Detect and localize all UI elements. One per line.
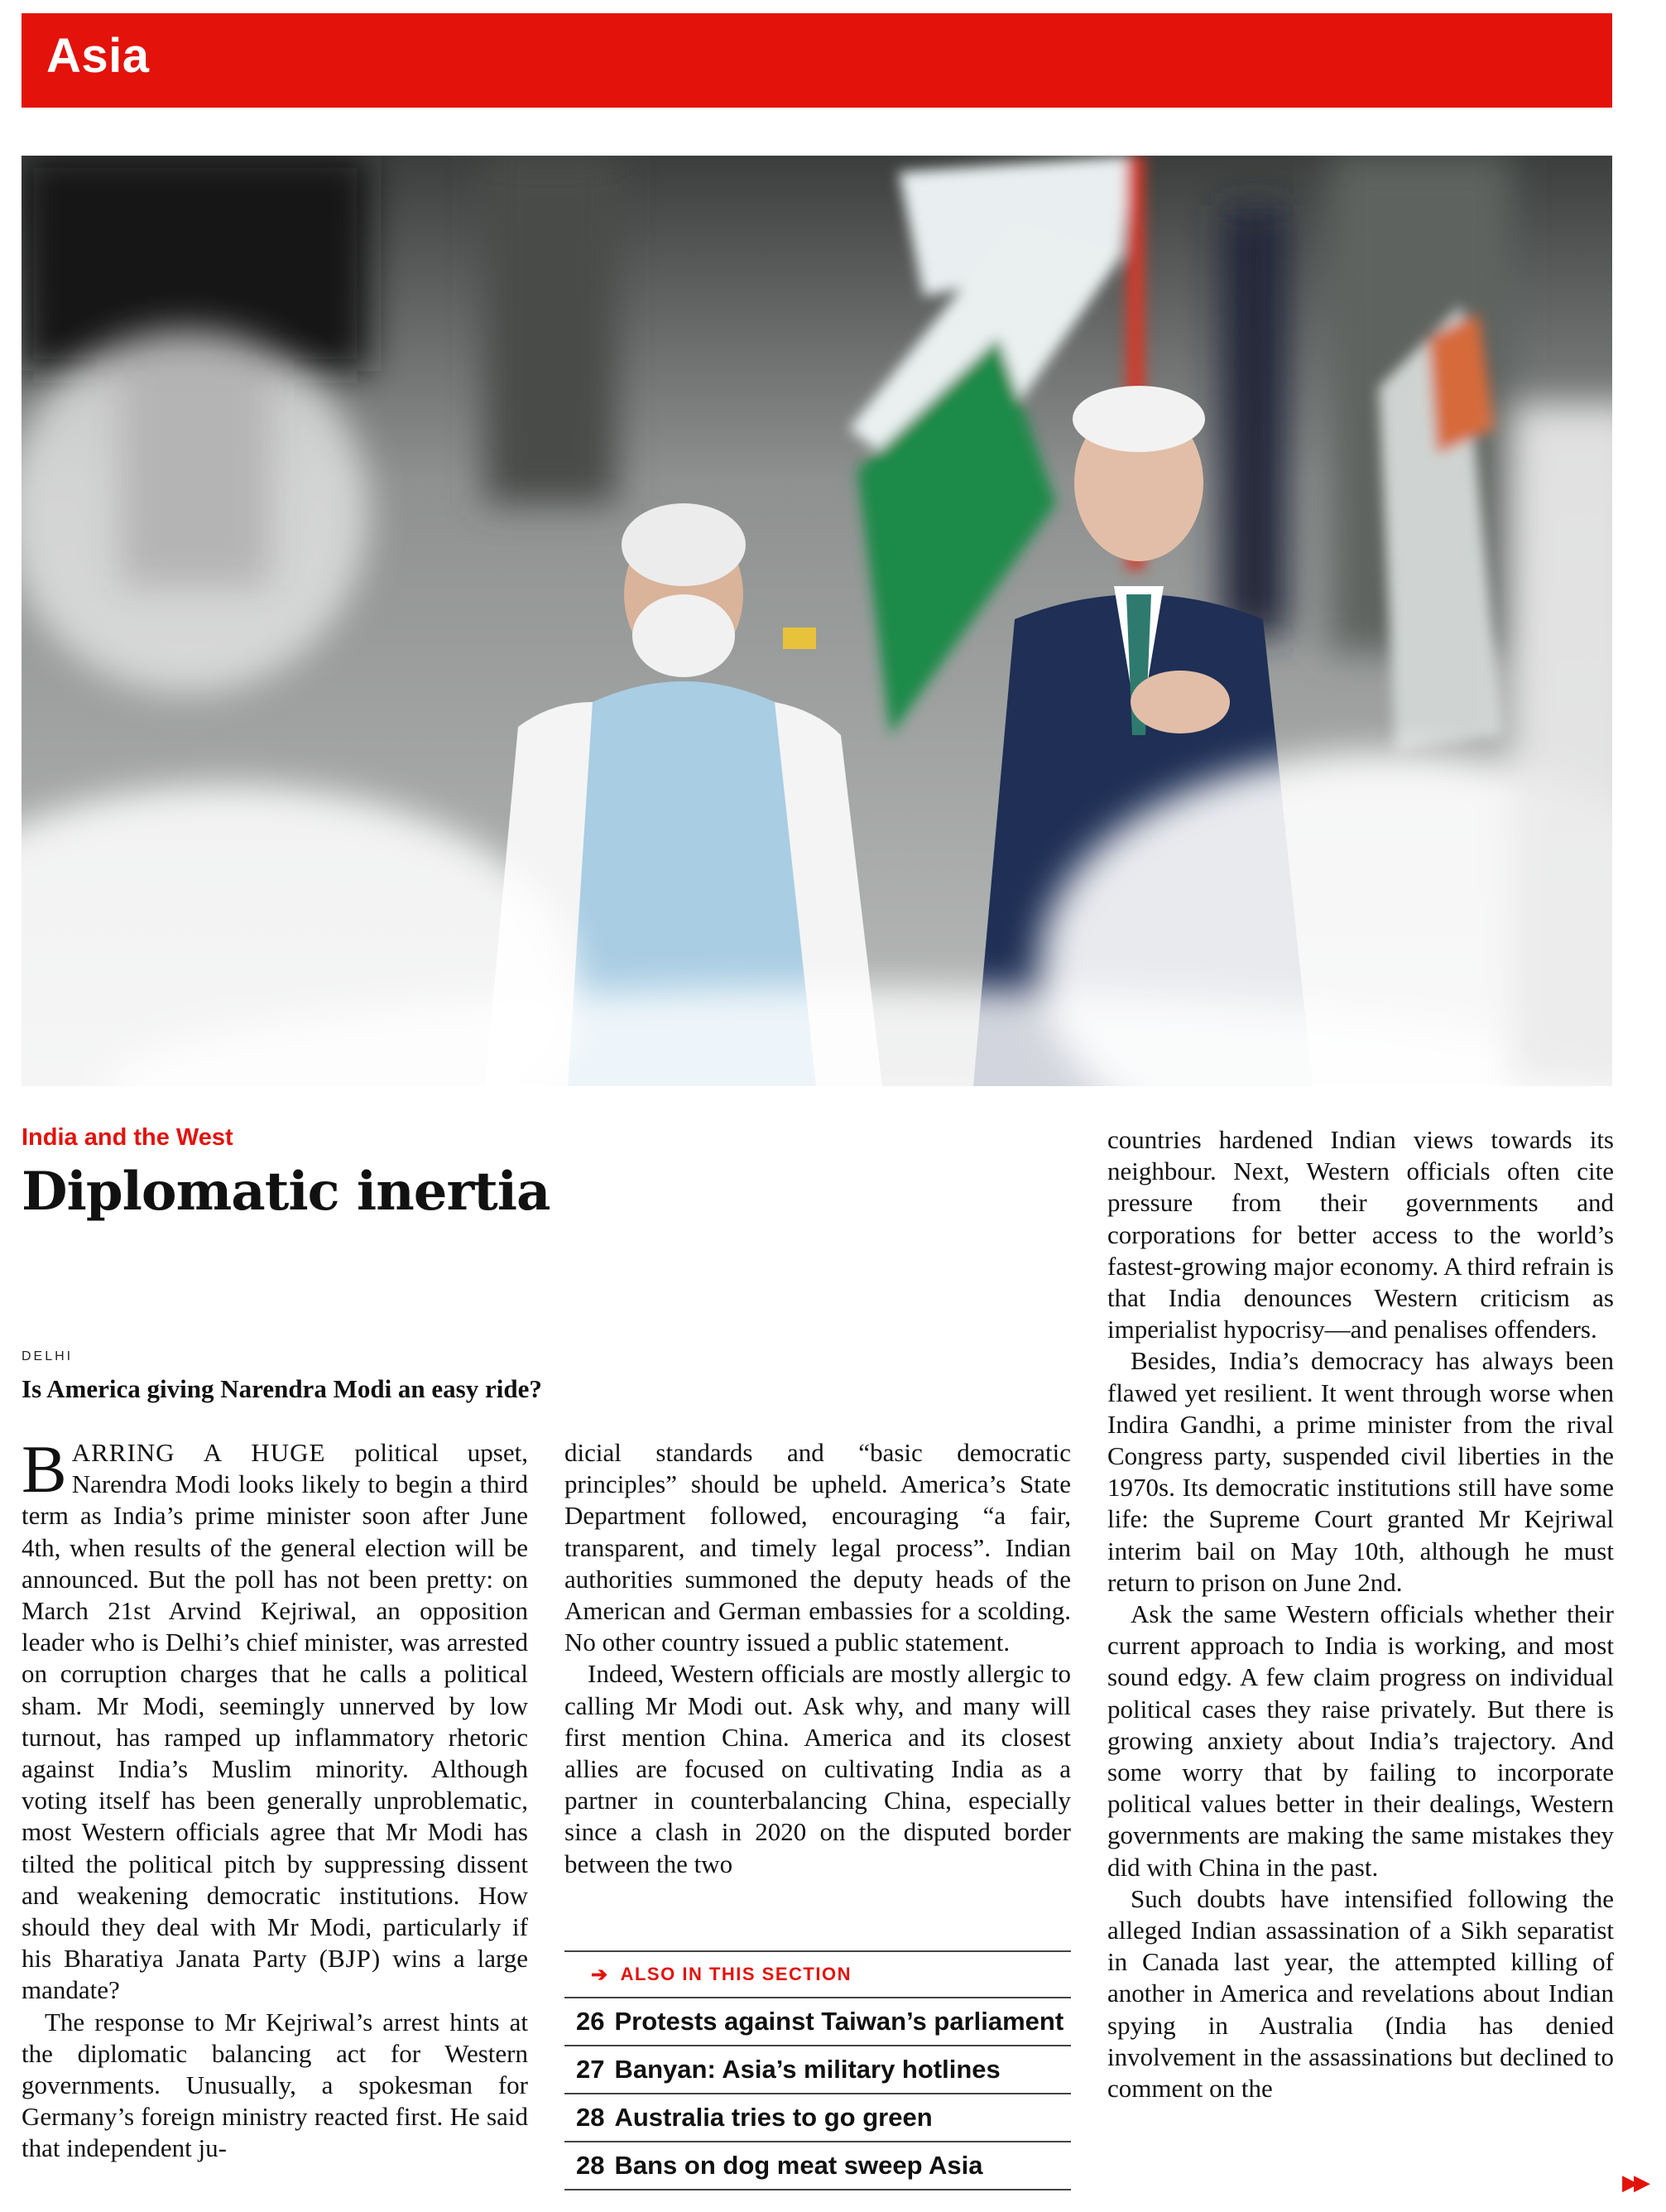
section-link-item[interactable] (564, 1998, 1071, 2046)
paragraph (22, 1431, 528, 2007)
arrow-right-icon: ➔ (591, 1963, 609, 1986)
article-photo (22, 156, 1612, 1086)
party-abbreviation: BJP (327, 1944, 372, 1974)
paragraph-text: political upset, Narendra Modi looks likely to begin a third term as India’s prime minister soon after June 4th, when results of the general election will be announced. But the poll has not been pretty: on March 21st Arvind Kejriwal, an opposition leader who is Delhi’s chief minister, was arrested on corruption charges that he calls a political sham. Mr Modi, seemingly unnerved by low turnout, has ramped up inflammatory rhetoric against India’s Muslim minority. Although voting itself has been generally unproblematic, most Western officials agree that Mr Modi has tilted the political pitch by suppressing dissent and weakening democratic institutions. How should they deal with Mr Modi, particularly if his Bharatiya Janata Party ( (22, 1438, 528, 1974)
section-link-title: Bans on dog meat sweep Asia (614, 2151, 983, 2180)
section-link-title: Australia tries to go green (614, 2103, 933, 2132)
article-standfirst: Is America giving Narendra Modi an easy ride? (22, 1374, 542, 1403)
paragraph: Indeed, Western officials are mostly allergic to calling Mr Modi out. Ask why, and many will first mention China. America and its closest allies are focused on cultivating India as a partner in counterbalancing China, especially since a clash in 2020 on the disputed border between the two (564, 1659, 1071, 1878)
paragraph: Besides, India’s democracy has always been flawed yet resilient. It went through worse when Indira Gandhi, a prime minister from the rival Congress party, suspended civil liberties in the 1970s. Its democratic institutions still have some life: the Supreme Court granted Mr Kejriwal interim bail on May 10th, although he must return to prison on June 2nd. (1107, 1346, 1614, 1597)
paragraph: Such doubts have intensified following the alleged Indian assassination of a Sikh separatist in Canada last year, the attempted killing of another in America and revelations about Indian spying in Australia (India has denied involvement in the assassinations but declined to comment on the (1107, 1883, 1614, 2104)
section-label: Asia (46, 29, 150, 83)
page-number: 27 (576, 2055, 605, 2084)
section-header-bar (22, 13, 1612, 108)
double-chevron-right-icon[interactable]: ▶▶ (1622, 2171, 1645, 2195)
section-link-item[interactable] (564, 2094, 1071, 2142)
article-column-3 (1107, 1124, 1614, 2104)
lead-smallcaps: ARRING A HUGE (71, 1438, 326, 1467)
paragraph: The response to Mr Kejriwal’s arrest hints at the diplomatic balancing act for Western governments. Unusually, a spokesman for Germany’s foreign ministry reacted first. He said that independent ju- (22, 2007, 528, 2163)
also-in-section-box (564, 1950, 1071, 2190)
article-dateline: DELHI (22, 1349, 74, 1363)
paragraph: countries hardened Indian views towards its neighbour. Next, Western officials often cite pressure from their governments and corporations for better access to the world’s fastest-growing major economy. A third refrain is that India denounces Western criticism as imperialist hypocrisy—and penalises offenders. (1107, 1125, 1614, 1344)
article-column-2 (564, 1437, 1071, 1880)
paragraph: dicial standards and “basic democratic principles” should be upheld. America’s State Department followed, encouraging “a fair, transparent, and timely legal process”. Indian authorities summoned the deputy heads of the American and German embassies for a scolding. No other country issued a public statement. (564, 1438, 1071, 1657)
section-link-item[interactable] (564, 2142, 1071, 2190)
section-link-title: Banyan: Asia’s military hotlines (614, 2055, 1001, 2084)
article-column-1 (22, 1431, 528, 2165)
paragraph: Ask the same Western officials whether their current approach to India is working, and most sound edgy. A few claim progress on individual political cases they raise privately. But there is growing anxiety about India’s trajectory. And some worry that by failing to incorporate political values better in their dealings, Western governments are making the same mistakes they did with China in the past. (1107, 1599, 1614, 1882)
section-link-title: Protests against Taiwan’s parliament (614, 2007, 1064, 2036)
also-in-section-header (564, 1952, 1071, 1998)
drop-cap: B (22, 1431, 67, 1507)
also-in-section-title: ALSO IN THIS SECTION (620, 1964, 852, 1984)
page-number: 28 (576, 2103, 605, 2132)
page-number: 26 (576, 2007, 605, 2036)
page-number: 28 (576, 2151, 605, 2180)
article-headline: Diplomatic inertia (22, 1161, 550, 1223)
section-link-item[interactable] (564, 2046, 1071, 2094)
article-kicker: India and the West (22, 1124, 233, 1151)
paragraph-text: ) wins a large mandate? (22, 1944, 528, 2005)
